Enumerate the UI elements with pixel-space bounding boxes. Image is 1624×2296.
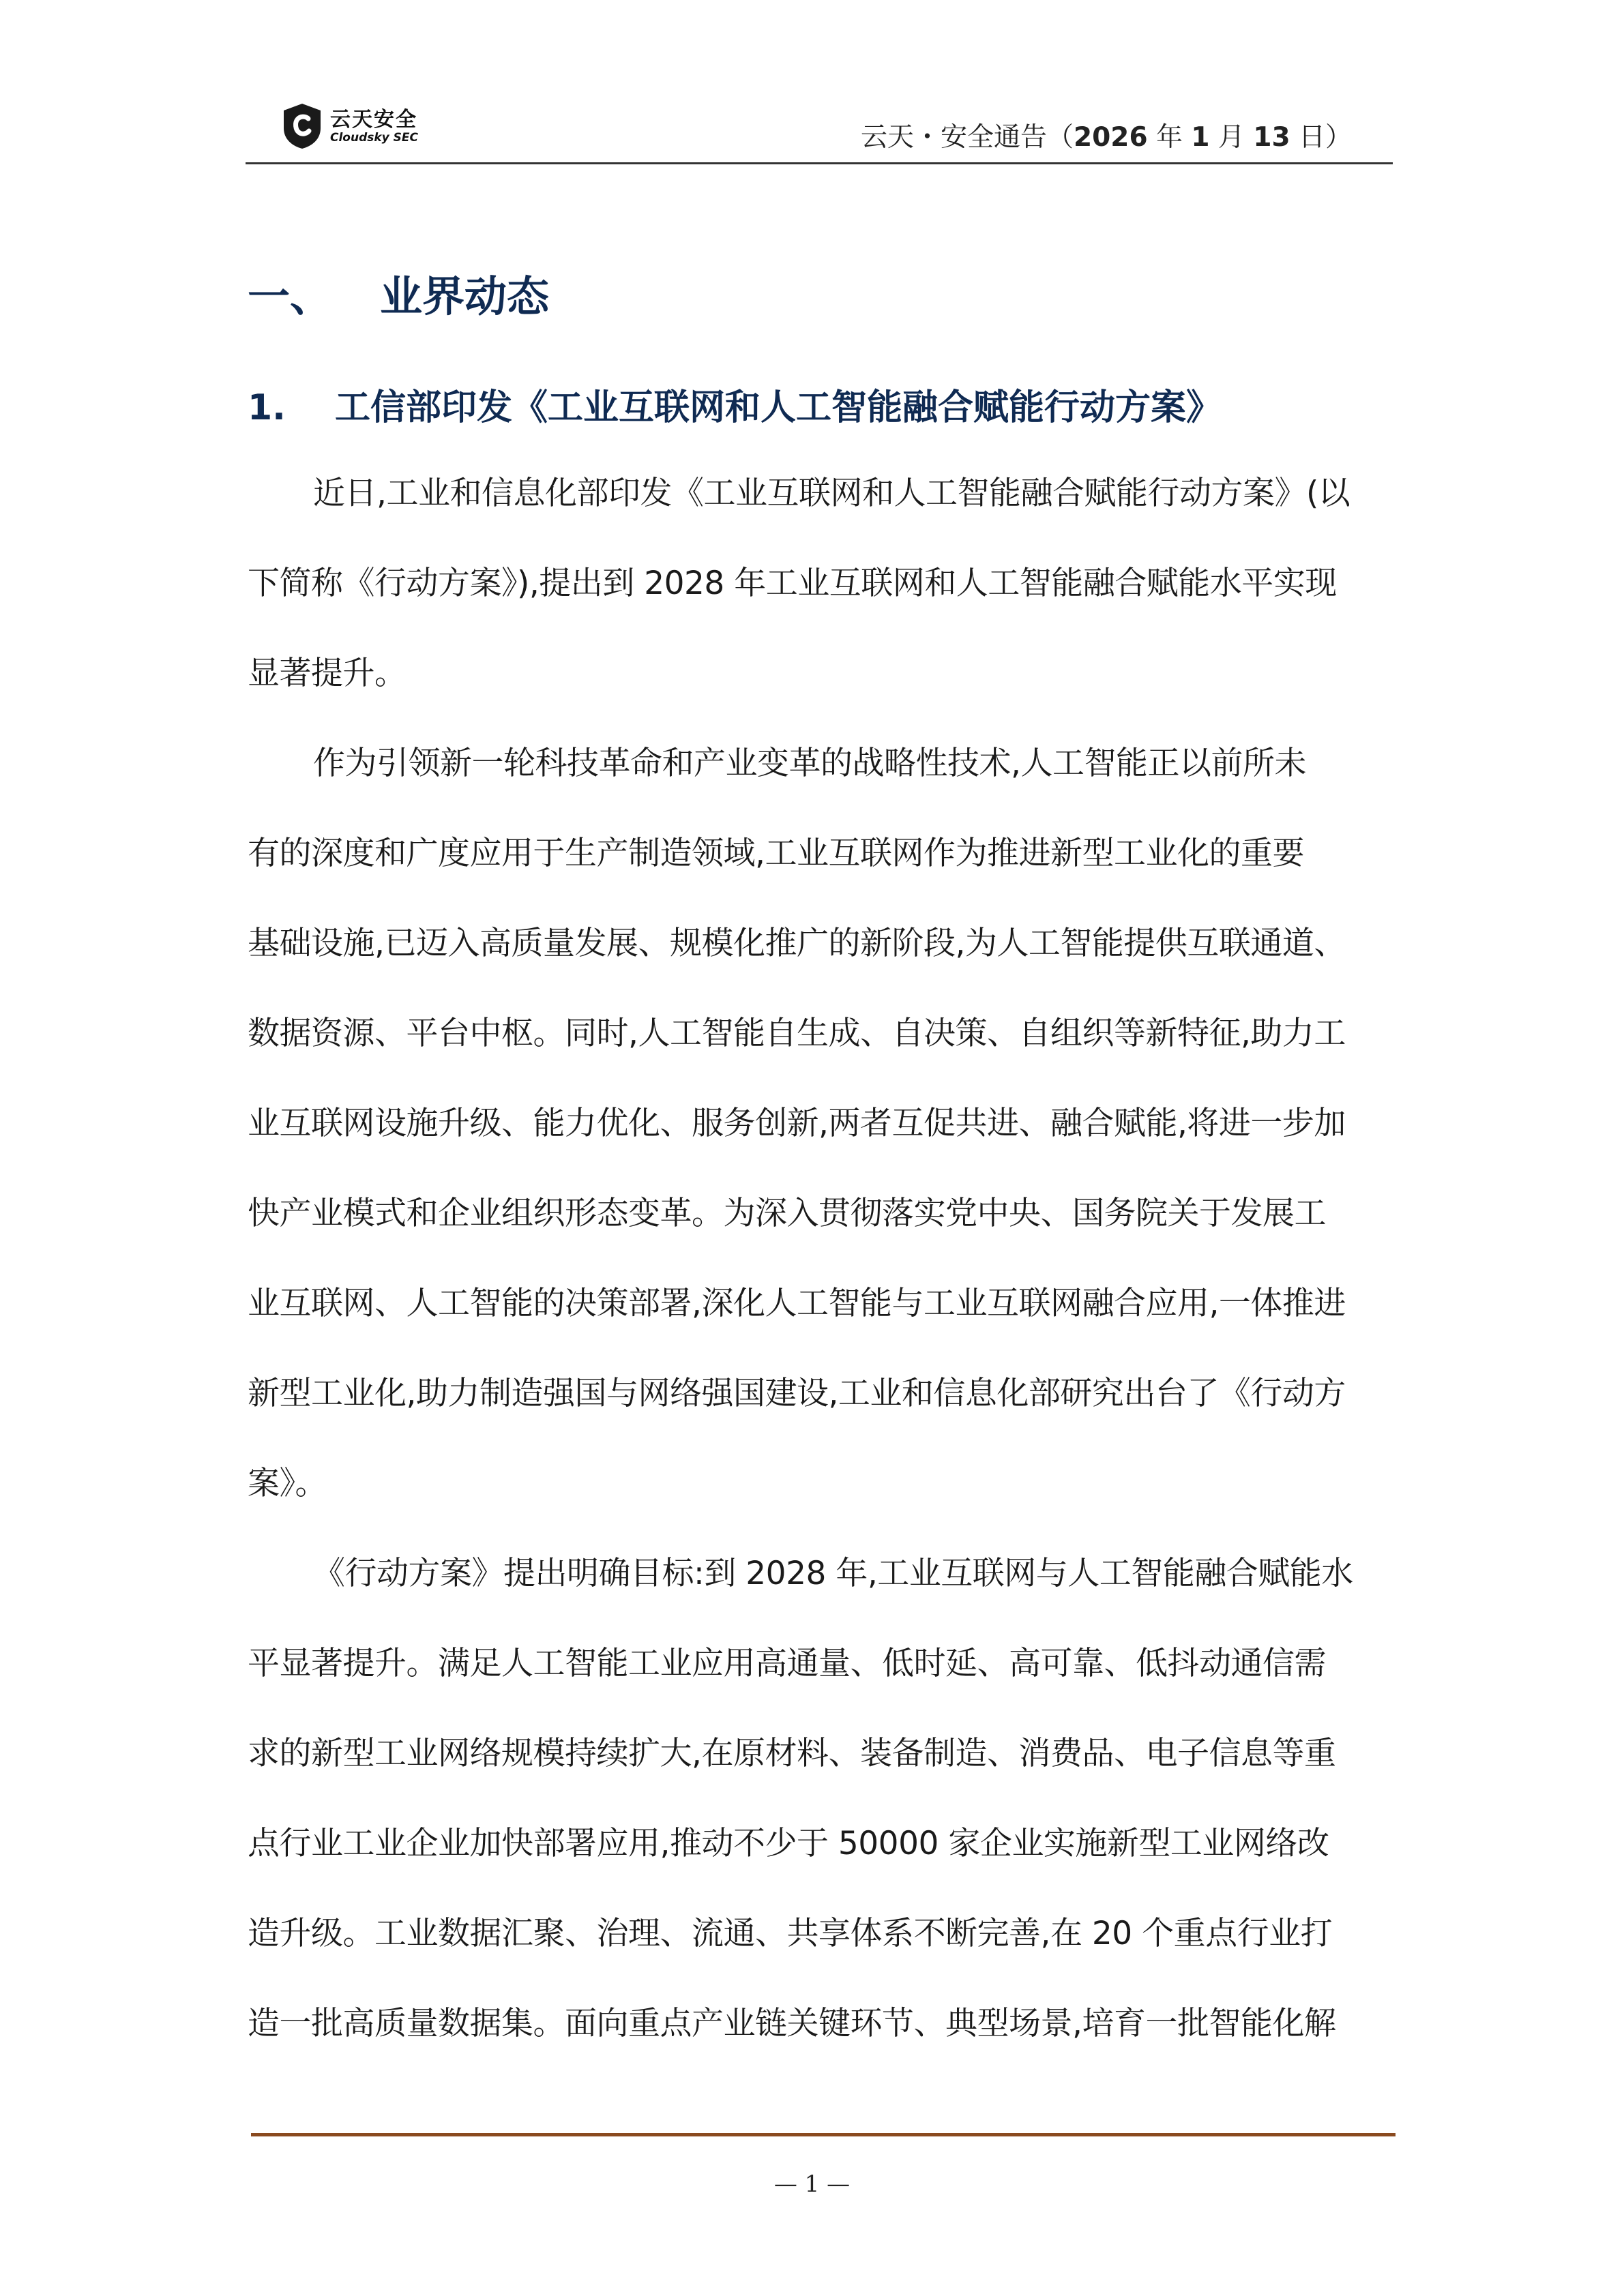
section-title: 业界动态 bbox=[380, 271, 550, 321]
article-heading bbox=[248, 378, 1222, 430]
body-line: 平显著提升。满足人工智能工业应用高通量、低时延、高可靠、低抖动通信需 bbox=[248, 1645, 1326, 1682]
body-line: 新型工业化,助力制造强国与网络强国建设,工业和信息化部研究出台了《行动方 bbox=[248, 1375, 1346, 1412]
bulletin-year: 2026 bbox=[1074, 122, 1148, 153]
page-header bbox=[246, 95, 1393, 164]
body-line: 显著提升。 bbox=[248, 655, 407, 692]
shield-logo-icon bbox=[281, 102, 323, 150]
section-number: 一、 bbox=[248, 271, 333, 321]
body-line: 案》。 bbox=[248, 1465, 327, 1502]
body-line: 造一批高质量数据集。面向重点产业链关键环节、典型场景,培育一批智能化解 bbox=[248, 2005, 1336, 2042]
bulletin-day-unit: 日） bbox=[1290, 122, 1352, 153]
body-line: 造升级。工业数据汇聚、治理、流通、共享体系不断完善,在 20 个重点行业打 bbox=[248, 1915, 1333, 1952]
body-line: 快产业模式和企业组织形态变革。为深入贯彻落实党中央、国务院关于发展工 bbox=[248, 1195, 1326, 1232]
article-body bbox=[248, 449, 1380, 2069]
bulletin-title bbox=[861, 116, 1352, 154]
logo-text-en: Cloudsky SEC bbox=[330, 131, 419, 145]
article-number: 1. bbox=[248, 387, 286, 428]
body-line: 求的新型工业网络规模持续扩大,在原材料、装备制造、消费品、电子信息等重 bbox=[248, 1735, 1336, 1772]
body-line: 业互联网设施升级、能力优化、服务创新,两者互促共进、融合赋能,将进一步加 bbox=[248, 1105, 1346, 1142]
body-line: 数据资源、平台中枢。同时,人工智能自生成、自决策、自组织等新特征,助力工 bbox=[248, 1015, 1346, 1052]
footer-divider bbox=[251, 2133, 1396, 2136]
body-line: 业互联网、人工智能的决策部署,深化人工智能与工业互联网融合应用,一体推进 bbox=[248, 1285, 1346, 1322]
article-title: 工信部印发《工业互联网和人工智能融合赋能行动方案》 bbox=[334, 387, 1222, 428]
logo-text-cn: 云天安全 bbox=[330, 108, 417, 132]
page-number: — 1 — bbox=[773, 2171, 851, 2198]
bulletin-day: 13 bbox=[1253, 122, 1290, 153]
company-logo bbox=[281, 101, 486, 155]
body-line: 近日,工业和信息化部印发《工业互联网和人工智能融合赋能行动方案》(以 bbox=[313, 475, 1350, 512]
body-line: 下简称《行动方案》),提出到 2028 年工业互联网和人工智能融合赋能水平实现 bbox=[248, 565, 1337, 602]
bulletin-year-unit: 年 bbox=[1147, 122, 1192, 153]
body-line: 《行动方案》提出明确目标:到 2028 年,工业互联网与人工智能融合赋能水 bbox=[313, 1555, 1353, 1592]
section-heading bbox=[248, 263, 549, 323]
body-line: 作为引领新一轮科技革命和产业变革的战略性技术,人工智能正以前所未 bbox=[313, 745, 1306, 782]
header-divider bbox=[246, 162, 1393, 164]
bulletin-title-prefix: 云天・安全通告（ bbox=[861, 122, 1074, 153]
body-line: 有的深度和广度应用于生产制造领域,工业互联网作为推进新型工业化的重要 bbox=[248, 835, 1304, 872]
body-line: 点行业工业企业加快部署应用,推动不少于 50000 家企业实施新型工业网络改 bbox=[248, 1825, 1329, 1862]
bulletin-month-unit: 月 bbox=[1209, 122, 1254, 153]
bulletin-month: 1 bbox=[1191, 122, 1210, 153]
body-line: 基础设施,已迈入高质量发展、规模化推广的新阶段,为人工智能提供互联通道、 bbox=[248, 925, 1346, 962]
